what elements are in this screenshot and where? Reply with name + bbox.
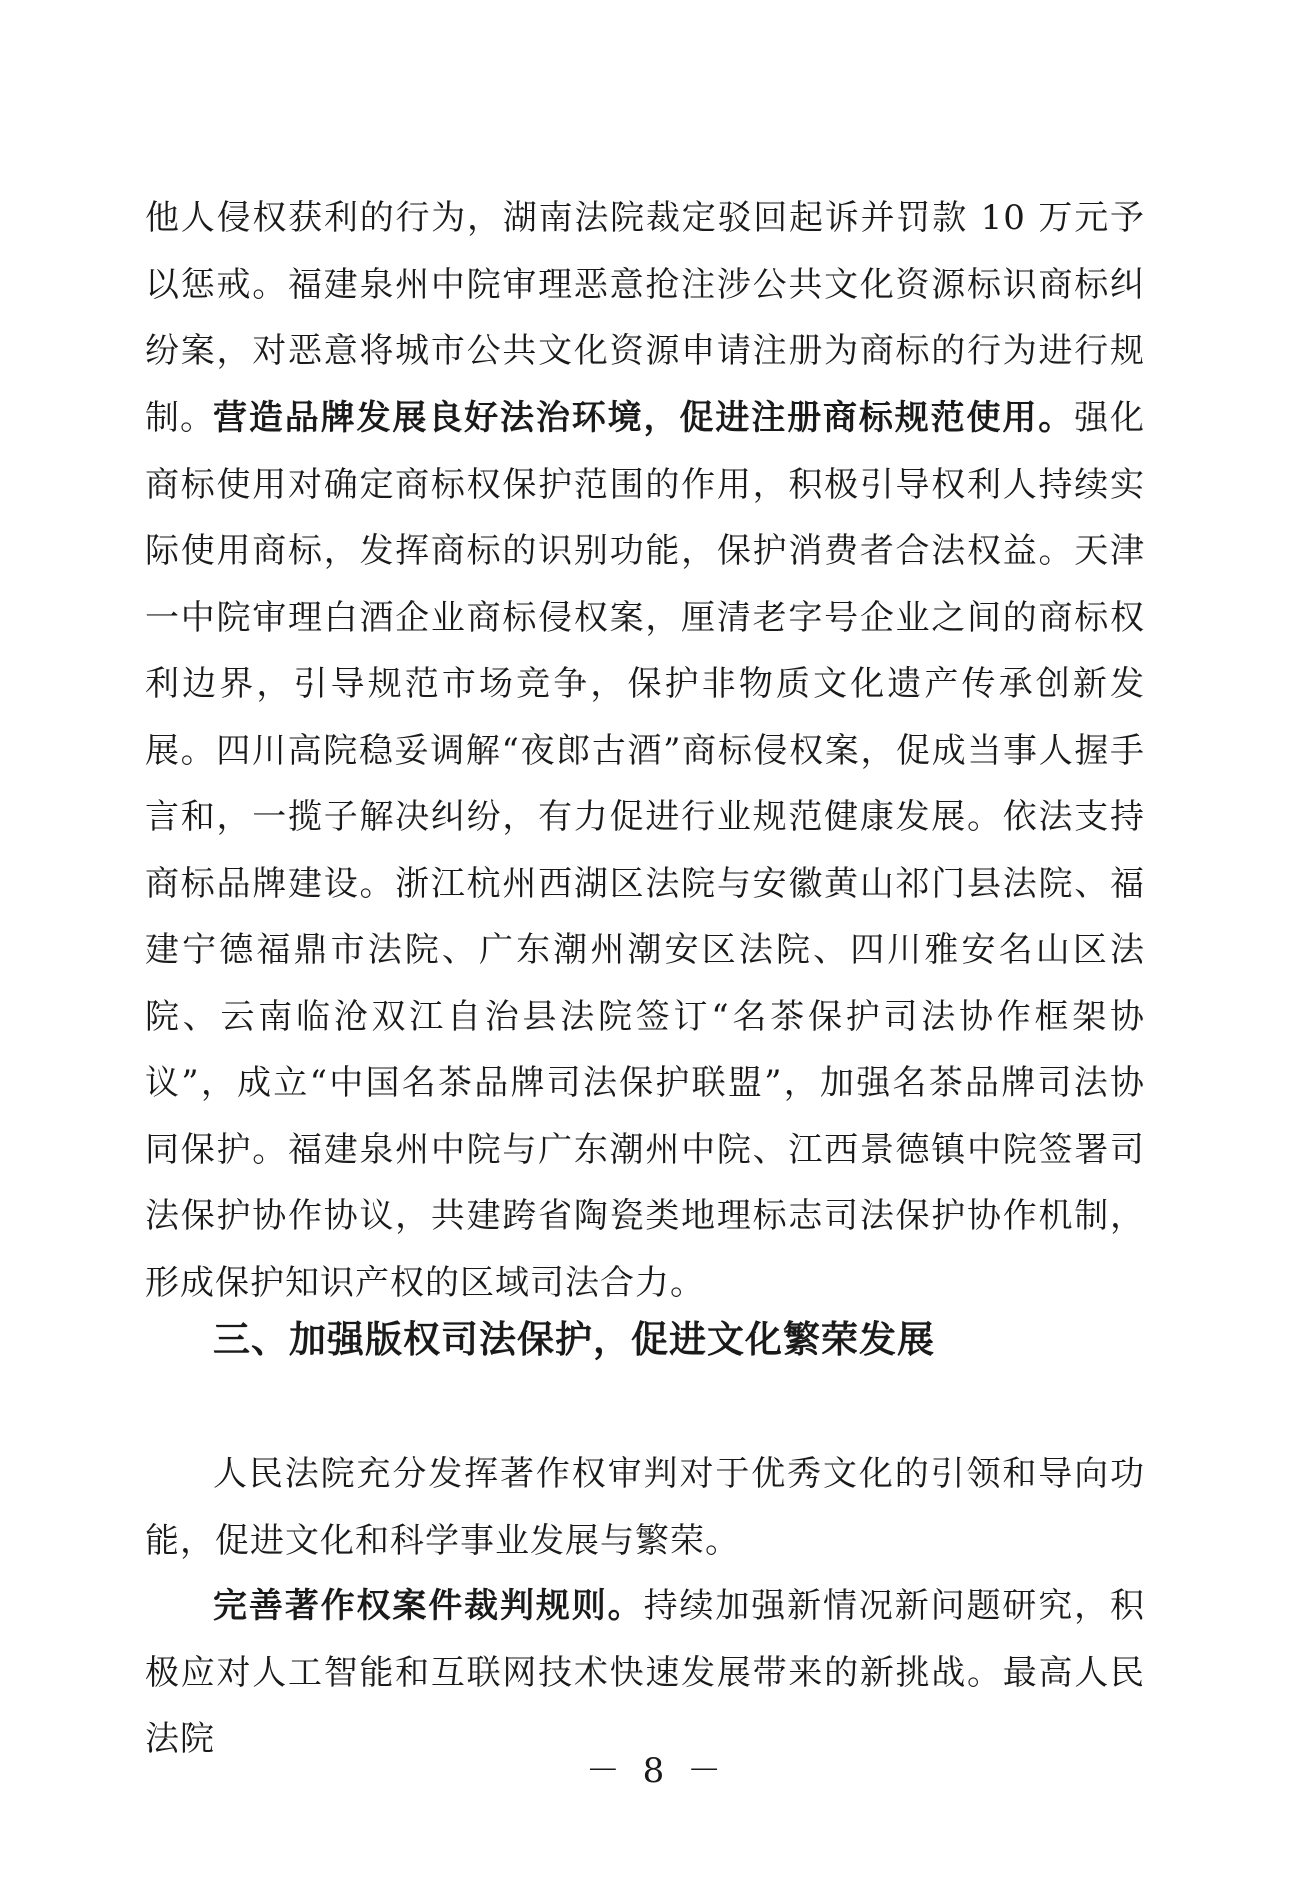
paragraph-text: 他人侵权获利的行为，湖南法院裁定驳回起诉并罚款 10 万元予以惩戒。福建泉州中院审理恶意抢注涉公共文化资源标识商标纠纷案，对恶意将城市公共文化资源申请注册为商标的行为进行规制。	[145, 198, 1145, 438]
section-heading: 三、加强版权司法保护，促进文化繁荣发展	[213, 1318, 935, 1361]
paragraph-copyright-rules	[145, 1573, 1145, 1773]
paragraph-text: 持续加强新情况新问题研究，积极应对人工智能和互联网技术快速发展带来的新挑战。最高人民法院	[145, 1586, 1146, 1759]
paragraph-text: 人民法院充分发挥著作权审判对于优秀文化的引领和导向功能，促进文化和科学事业发展与繁荣。	[145, 1454, 1145, 1561]
paragraph-trademark-brand	[145, 385, 1145, 1316]
paragraph-lead-heading: 完善著作权案件裁判规则。	[213, 1586, 644, 1626]
paragraph-lead-heading: 营造品牌发展良好法治环境，促进注册商标规范使用。	[213, 398, 1075, 438]
page-number: － 8 －	[585, 1751, 728, 1791]
paragraph-text: 强化商标使用对确定商标权保护范围的作用，积极引导权利人持续实际使用商标，发挥商标的识别功能，保护消费者合法权益。天津一中院审理白酒企业商标侵权案，厘清老字号企业之间的商标权利边界，引导规范市场竞争，保护非物质文化遗产传承创新发展。四川高院稳妥调解“夜郎古酒”商标侵权案，促成当事人握手言和，一揽子解决纠纷，有力促进行业规范健康发展。依法支持商标品牌建设。浙江杭州西湖区法院与安徽黄山祁门县法院、福建宁德福鼎市法院、广东潮州潮安区法院、四川雅安名山区法院、云南临沧双江自治县法院签订“名茶保护司法协作框架协议”，成立“中国名茶品牌司法保护联盟”，加强名茶品牌司法协同保护。福建泉州中院与广东潮州中院、江西景德镇中院签署司法保护协作协议，共建跨省陶瓷类地理标志司法保护协作机制，形成保护知识产权的区域司法合力。	[145, 398, 1146, 1303]
paragraph-copyright-intro	[145, 1441, 1145, 1574]
